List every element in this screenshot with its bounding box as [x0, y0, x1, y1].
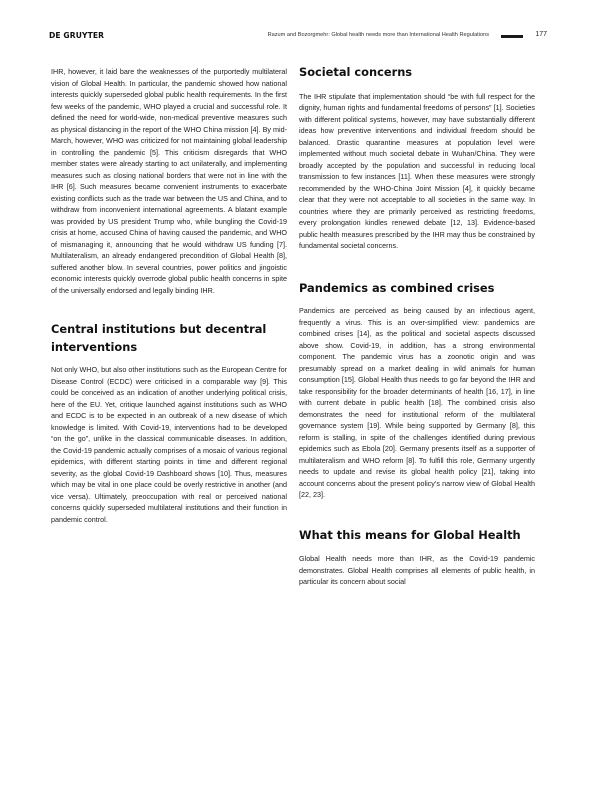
page-header — [49, 30, 547, 44]
section-heading-central-institutions: Central institutions but decentral interventions — [51, 322, 267, 354]
paragraph-pandemics: Pandemics are perceived as being caused by an infectious agent, frequently a virus. This is an over-simplified view: pandemics are combined crises [14], as the political and societal aspects discussed above show. Covid-19, in addition, has a strong environmental component. The pandemic virus has a zoonotic origin and was presumably spread on a market dealing in wild animals for human consumption [15]. Global Health thus needs to go far beyond the IHR and take responsibility for the broader determinants of health [16, 17], in line with current debate in public health [18]. The combined crisis also demonstrates the need for institutional reform of the multilateral governance system [19]. While being supported by Germany [8], this reform is stalling, in spite of the challenges identified during previous epidemics such as Ebola [20]. Germany presents itself as a supporter of multilateralism and WHO reform [8]. To fulfill this role, Germany urgently needs to update and revise its global health policy [21], taking into account concerns about the present policy’s narrow view of Global Health [22, 23]. — [299, 306, 535, 499]
paragraph-global-health: Global Health needs more than IHR, as the Covid-19 pandemic demonstrates. Global Health comprises all elements of public health, in particular its concern about social — [299, 554, 535, 586]
left-column — [51, 66, 287, 525]
paragraph-ihr-weaknesses: IHR, however, it laid bare the weaknesses of the purportedly multilateral vision of Global Health. In particular, the pandemic showed how national interests quickly superseded global public health requirements. In the first few weeks of the pandemic, WHO played a crucial and successful role. It defined the need for world-wide, non-medical preventive measures such as physical distancing in the report of the WHO China mission [4]. By mid-March, however, WHO was criticized for not maintaining global leadership in controlling the pandemic [5]. This criticism disregards that WHO member states were already starting to act unilaterally, and implementing measures such as closing national borders that were not in line with the IHR [6]. Such measures became convenient instruments to exacerbate existing conflicts such as the trade war between the US and China, and to withdraw from inconvenient international agreements. A blatant example was provided by US president Trump who, while bungling the Covid-19 crisis at home, accused China of having caused the pandemic, and WHO of mismanaging it, announcing that he would withdraw US funding [7]. Multilateralism, an already endangered precondition of Global Health [8], suffered another blow. In several countries, power politics and jingoistic economic interests quickly overrode global public health concerns in spite of the universally endorsed and legally binding IHR. — [51, 67, 287, 295]
header-rule — [501, 35, 523, 38]
section-heading-global-health: What this means for Global Health — [299, 527, 521, 542]
running-title: Razum and Bozorgmehr: Global health needs more than International Health Regulations — [267, 32, 489, 38]
paragraph-central-institutions: Not only WHO, but also other institutions such as the European Centre for Disease Control (ECDC) were criticised in a comparable way [9]. This could be conceived as an indication of another underlying political crisis, here of the EU. Yet, critique launched against institutions such as WHO and ECDC is to be expected in an outbreak of a new disease of which knowledge is limited. With Covid-19, interventions had to be developed “on the go”, unlike in the classical communicable diseases. In addition, the Covid-19 pandemic actually comprises of a mosaic of various regional epidemics, with different starting points in time and different regional severity, as the global Covid-19 Dashboard shows [10]. Thus, measures which may be vital in one place could be overly restrictive in another (and vice versa). Ultimately, preoccupation with real or perceived national concerns quickly superseded multilateral institutions and their function in pandemic control. — [51, 365, 287, 524]
right-column — [299, 66, 535, 588]
paragraph-societal-concerns: The IHR stipulate that implementation should “be with full respect for the dignity, human rights and fundamental freedoms of persons” [1]. Societies with different political systems, however, may have substantially different ideas how preventive interventions and individual freedom should be balanced. Drastic quarantine measures at population level were implemented without much societal debate in Wuhan/China. They were broadly accepted by the population and successful in reducing local transmission to few instances [11]. When these measures were strongly recommended by the WHO-China Joint Mission [4], it quickly became clear that they were not acceptable to all societies in the same way. In countries where they are primarily perceived as restricting freedoms, every prolongation kindles renewed debate [12, 13]. Evidence-based public health measures prescribed by the IHR may thus be constrained by fundamental societal concerns. — [299, 91, 535, 250]
page-number: 177 — [535, 31, 547, 38]
section-heading-pandemics: Pandemics as combined crises — [299, 280, 495, 295]
section-heading-societal-concerns: Societal concerns — [299, 65, 413, 79]
publisher-logo: DE GRUYTER — [49, 31, 105, 40]
